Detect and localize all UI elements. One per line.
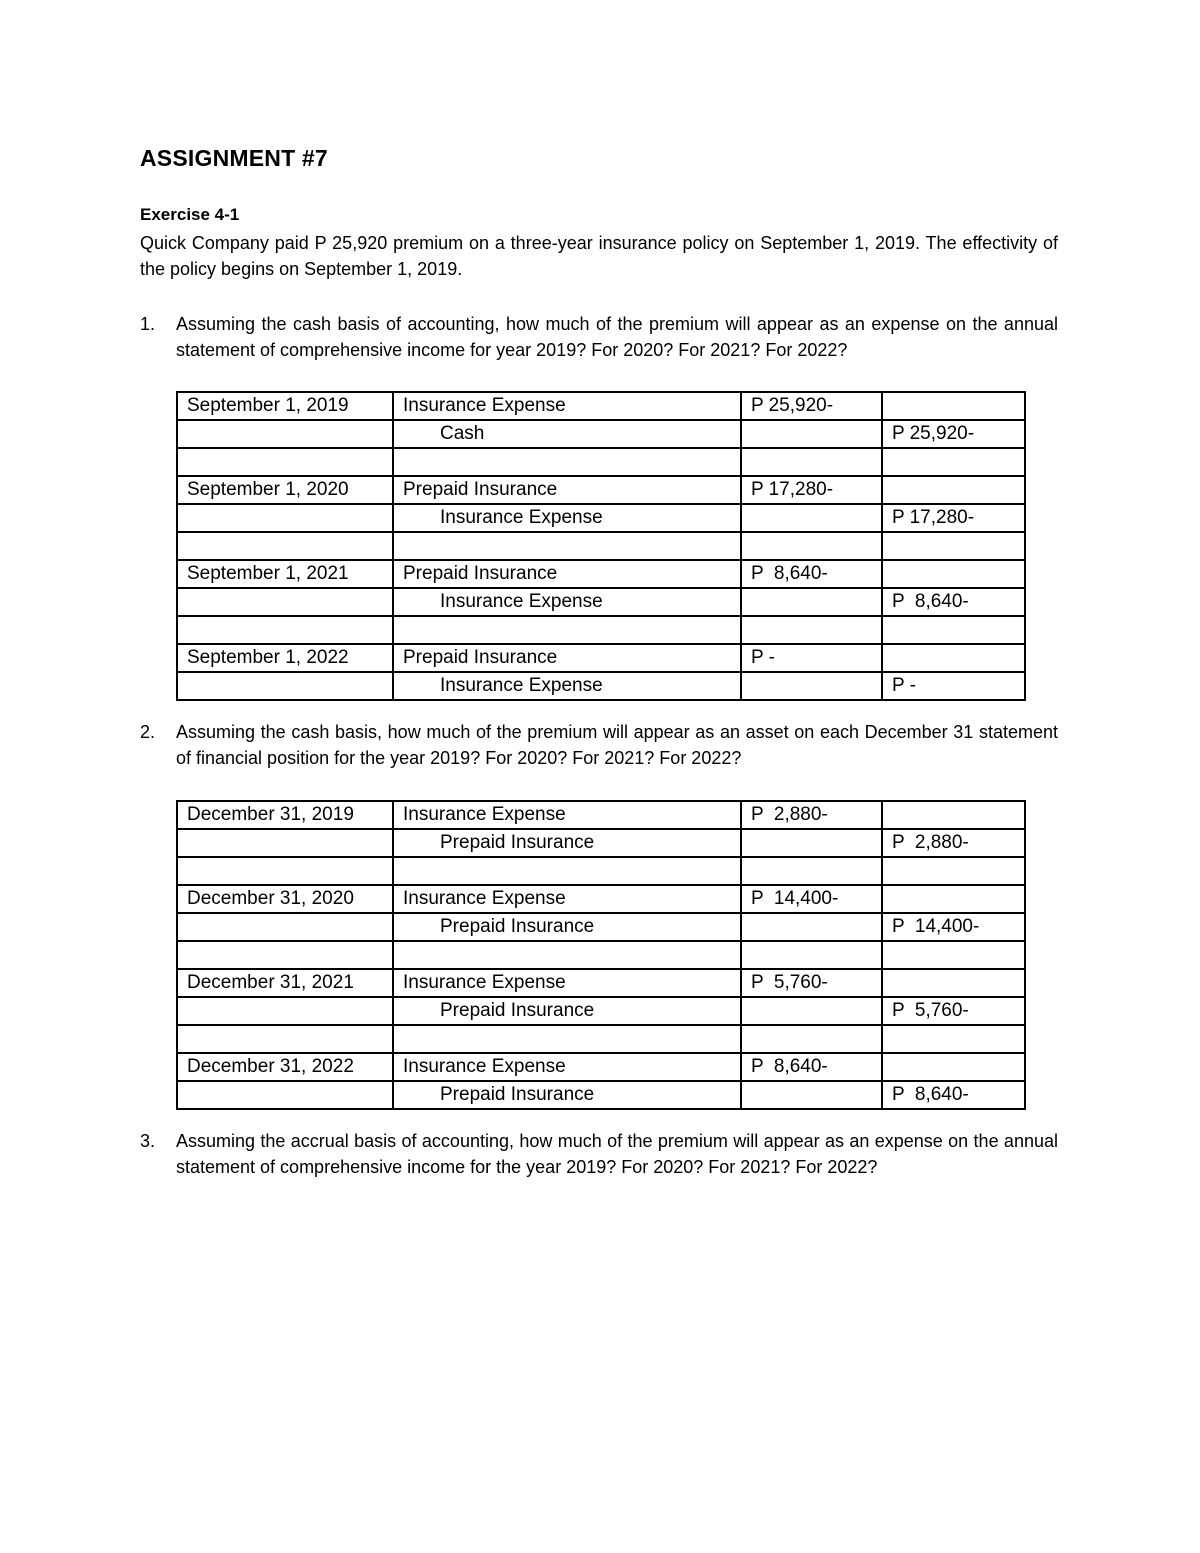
journal-row <box>177 532 1025 560</box>
credit-amount-cell: P 8,640- <box>882 1081 1025 1109</box>
debit-amount-cell <box>741 420 882 448</box>
debit-amount-cell <box>741 941 882 969</box>
question-text: Assuming the cash basis, how much of the premium will appear as an asset on each December 31 statement of financial position for the year 2019? For 2020? For 2021? For 2022? <box>176 722 1058 768</box>
question-text: Assuming the cash basis of accounting, how much of the premium will appear as an expense on the annual statement of comprehensive income for year 2019? For 2020? For 2021? For 2022? <box>176 314 1058 360</box>
debit-amount-cell <box>741 1025 882 1053</box>
credit-amount-cell <box>882 476 1025 504</box>
journal-row <box>177 448 1025 476</box>
journal-table-cash-asset <box>176 800 1026 1110</box>
journal-row <box>177 885 1025 913</box>
debit-amount-cell <box>741 448 882 476</box>
account-title-cell: Prepaid Insurance <box>393 997 741 1025</box>
debit-amount-cell: P 5,760- <box>741 969 882 997</box>
entry-date-cell: December 31, 2020 <box>177 885 393 913</box>
question-number: 1. <box>140 314 156 334</box>
credit-amount-cell: P 2,880- <box>882 829 1025 857</box>
entry-date-cell: December 31, 2019 <box>177 801 393 829</box>
credit-amount-cell: P - <box>882 672 1025 700</box>
credit-amount-cell <box>882 616 1025 644</box>
journal-row <box>177 392 1025 420</box>
entry-date-cell <box>177 448 393 476</box>
account-title-cell: Insurance Expense <box>393 672 741 700</box>
credit-amount-cell <box>882 560 1025 588</box>
account-title-cell: Insurance Expense <box>393 504 741 532</box>
question-text: Assuming the accrual basis of accounting, how much of the premium will appear as an expense on the annual statement of comprehensive income for the year 2019? For 2020? For 2021? For 2022? <box>176 1131 1058 1177</box>
journal-row <box>177 829 1025 857</box>
debit-amount-cell: P 25,920- <box>741 392 882 420</box>
journal-row <box>177 560 1025 588</box>
credit-amount-cell: P 5,760- <box>882 997 1025 1025</box>
journal-row <box>177 997 1025 1025</box>
account-title-cell: Insurance Expense <box>393 885 741 913</box>
question-3 <box>140 1128 1058 1180</box>
entry-date-cell: December 31, 2021 <box>177 969 393 997</box>
entry-date-cell <box>177 588 393 616</box>
question-number: 2. <box>140 722 156 742</box>
question-1 <box>140 311 1058 363</box>
entry-date-cell <box>177 997 393 1025</box>
account-title-cell: Insurance Expense <box>393 392 741 420</box>
account-title-cell: Insurance Expense <box>393 801 741 829</box>
account-title-cell <box>393 532 741 560</box>
entry-date-cell: September 1, 2021 <box>177 560 393 588</box>
debit-amount-cell <box>741 504 882 532</box>
account-title-cell <box>393 448 741 476</box>
debit-amount-cell <box>741 1081 882 1109</box>
journal-row <box>177 1081 1025 1109</box>
entry-date-cell: September 1, 2020 <box>177 476 393 504</box>
credit-amount-cell <box>882 969 1025 997</box>
debit-amount-cell: P 14,400- <box>741 885 882 913</box>
entry-date-cell: December 31, 2022 <box>177 1053 393 1081</box>
question-number: 3. <box>140 1131 156 1151</box>
debit-amount-cell: P 8,640- <box>741 560 882 588</box>
debit-amount-cell <box>741 588 882 616</box>
debit-amount-cell <box>741 997 882 1025</box>
journal-row <box>177 1053 1025 1081</box>
account-title-cell: Prepaid Insurance <box>393 644 741 672</box>
debit-amount-cell <box>741 616 882 644</box>
entry-date-cell <box>177 829 393 857</box>
page-title: ASSIGNMENT #7 <box>140 145 328 171</box>
debit-amount-cell: P 17,280- <box>741 476 882 504</box>
debit-amount-cell <box>741 829 882 857</box>
credit-amount-cell <box>882 1025 1025 1053</box>
credit-amount-cell <box>882 448 1025 476</box>
account-title-cell: Insurance Expense <box>393 1053 741 1081</box>
credit-amount-cell: P 25,920- <box>882 420 1025 448</box>
account-title-cell <box>393 857 741 885</box>
account-title-cell <box>393 1025 741 1053</box>
journal-row <box>177 1025 1025 1053</box>
credit-amount-cell <box>882 532 1025 560</box>
entry-date-cell <box>177 420 393 448</box>
debit-amount-cell <box>741 672 882 700</box>
journal-row <box>177 476 1025 504</box>
entry-date-cell: September 1, 2019 <box>177 392 393 420</box>
credit-amount-cell <box>882 392 1025 420</box>
credit-amount-cell <box>882 801 1025 829</box>
journal-row <box>177 913 1025 941</box>
exercise-label: Exercise 4-1 <box>140 205 240 224</box>
exercise-intro: Quick Company paid P 25,920 premium on a three-year insurance policy on September 1, 2019. The effectivity of the policy begins on September 1, 2019. <box>140 233 1058 279</box>
entry-date-cell <box>177 1025 393 1053</box>
entry-date-cell: September 1, 2022 <box>177 644 393 672</box>
account-title-cell: Insurance Expense <box>393 588 741 616</box>
credit-amount-cell <box>882 941 1025 969</box>
entry-date-cell <box>177 504 393 532</box>
account-title-cell: Prepaid Insurance <box>393 476 741 504</box>
journal-row <box>177 420 1025 448</box>
journal-row <box>177 588 1025 616</box>
journal-row <box>177 801 1025 829</box>
debit-amount-cell <box>741 857 882 885</box>
debit-amount-cell <box>741 913 882 941</box>
entry-date-cell <box>177 1081 393 1109</box>
debit-amount-cell <box>741 532 882 560</box>
journal-row <box>177 672 1025 700</box>
credit-amount-cell: P 14,400- <box>882 913 1025 941</box>
credit-amount-cell <box>882 885 1025 913</box>
account-title-cell <box>393 616 741 644</box>
journal-row <box>177 644 1025 672</box>
entry-date-cell <box>177 532 393 560</box>
entry-date-cell <box>177 616 393 644</box>
account-title-cell <box>393 941 741 969</box>
journal-row <box>177 857 1025 885</box>
question-2 <box>140 719 1058 771</box>
credit-amount-cell <box>882 1053 1025 1081</box>
credit-amount-cell: P 8,640- <box>882 588 1025 616</box>
journal-row <box>177 616 1025 644</box>
entry-date-cell <box>177 672 393 700</box>
journal-row <box>177 969 1025 997</box>
credit-amount-cell <box>882 644 1025 672</box>
account-title-cell: Cash <box>393 420 741 448</box>
account-title-cell: Prepaid Insurance <box>393 829 741 857</box>
account-title-cell: Prepaid Insurance <box>393 1081 741 1109</box>
entry-date-cell <box>177 913 393 941</box>
account-title-cell: Prepaid Insurance <box>393 913 741 941</box>
debit-amount-cell: P - <box>741 644 882 672</box>
credit-amount-cell: P 17,280- <box>882 504 1025 532</box>
journal-table-cash-expense <box>176 391 1026 701</box>
credit-amount-cell <box>882 857 1025 885</box>
journal-row <box>177 941 1025 969</box>
debit-amount-cell: P 2,880- <box>741 801 882 829</box>
entry-date-cell <box>177 941 393 969</box>
account-title-cell: Insurance Expense <box>393 969 741 997</box>
account-title-cell: Prepaid Insurance <box>393 560 741 588</box>
journal-row <box>177 504 1025 532</box>
entry-date-cell <box>177 857 393 885</box>
debit-amount-cell: P 8,640- <box>741 1053 882 1081</box>
